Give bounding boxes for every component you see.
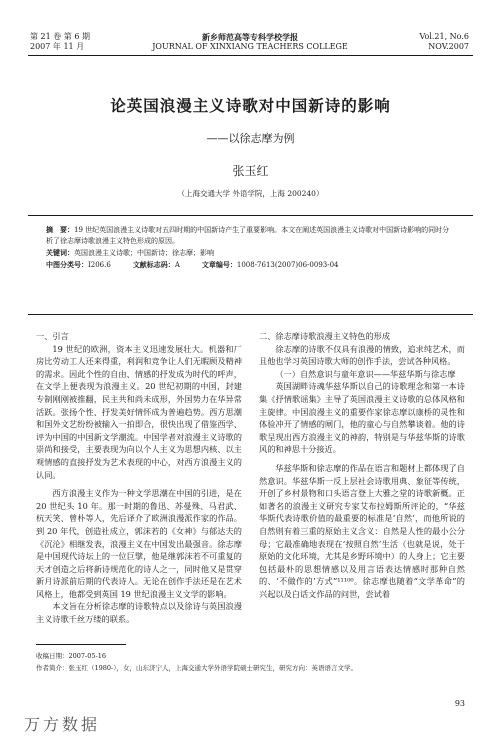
paragraph: 徐志摩的诗歌不仅具有浪漫的情致，追求纯艺术，而且他也学习英国诗歌大师的创作手法，尝试各种风格。 (259, 343, 465, 367)
author-name: 张玉红 (232, 164, 269, 178)
header-rule (28, 55, 473, 56)
page-number: 93 (454, 699, 465, 708)
left-column (36, 330, 242, 626)
abstract (46, 224, 456, 247)
clc (46, 259, 111, 271)
issue-info-en (419, 32, 469, 52)
doc-code (133, 259, 180, 271)
issue-date-en: NOV.2007 (428, 42, 469, 51)
received-date: 收稿日期：2007-05-16 (36, 652, 106, 660)
article-no-label: 文章编号： (201, 260, 237, 269)
doc-code-label: 文献标志码： (132, 260, 175, 269)
paragraph: 华兹华斯和徐志摩的作品在语言和题材上都体现了自然意识。华兹华斯一反上层社会诗歌用典、象征等传统，开创了乡村景物和口头语言登上大雅之堂的诗歌新概。正如著名的浪漫主义研究专家艾布拉姆斯所评论的，“华兹华斯代表诗歌价值的最重要的标准是‘自然’，而他所说的自然则有着三重的原始主义含义：自然是人性的最小公分母；它最准确地表现在‘按照自然’生活（也就是说，处于原始的文化环境，尤其是乡野环境中）的人身上；它主要包括最朴的思想情感以及用言语表达情感时那种自然的、‘不做作的’方式”¹¹¹⁰⁰。徐志摩也随着“文学革命”的兴起以及白话文作品的问世，尝试着 (259, 462, 465, 599)
abstract-block (46, 224, 456, 271)
section-heading-intro: 一、引言 (36, 331, 69, 341)
journal-name (120, 32, 380, 52)
right-column (259, 330, 465, 600)
keywords-label: 关键词： (46, 248, 74, 257)
abstract-top-rule (28, 215, 473, 216)
section-heading-2: 二、徐志摩诗歌浪漫主义特色的形成 (259, 331, 391, 341)
author-affiliation: （上海交通大学 外语学院，上海 200240） (177, 189, 324, 198)
volume-issue: 第 21 卷 第 6 期 (30, 32, 90, 41)
article-no-value: 1008-7613(2007)06-0093-04 (236, 261, 339, 269)
subsection-heading: （一）自然意识与童年意识——华兹华斯与徐志摩 (275, 368, 456, 379)
article-no (202, 259, 339, 271)
clc-label: 中图分类号： (46, 260, 88, 269)
paragraph: 西方浪漫主义作为一种文学思潮在中国的引进，是在 20 世纪头 10 年。那一时期的鲁迅、苏曼殊、马君武、杭天笑、曾朴等人，先后译介了欧洲浪漫派作家的作品。到 20 年代，创造社成立，郭沫若的《女神》与郁达夫的《沉沦》相继发表，浪漫主义在中国发出最强音。徐志摩是中国现代诗坛上的一位巨擘，他是继郭沫若不可重复的天才创造之后将新诗规范化的诗人之一，同时他又是贯穿新月诗派前后期的代表诗人。无论在创作手法还是在艺术风格上，他都受到英国 19 世纪浪漫主义文学的影响。 (36, 488, 242, 599)
journal-name-en: JOURNAL OF XINXIANG TEACHERS COLLEGE (152, 42, 348, 51)
clc-value: I206.6 (88, 261, 111, 269)
article-title: 论英国浪漫主义诗歌对中国新诗的影响 (110, 96, 391, 115)
volume-issue-en: Vol.21, No.6 (419, 32, 469, 41)
footnotes (36, 650, 466, 674)
keywords-text: 英国浪漫主义诗歌；中国新诗；徐志摩；影响 (74, 249, 214, 257)
journal-name-cn: 新乡师范高等专科学校学报 (202, 32, 298, 42)
paragraph: 英国湖畔诗魂华兹华斯以自己的诗歌理念和第一本诗集《抒情歌谣集》主导了英国浪漫主义诗歌的总体风格和主旋律。中国浪漫主义的重要作家徐志摩以康桥的灵性和体验冲开了情感的闸门，他的童心与自然攀谈着。他的诗歌呈现出西方浪漫主义的神韵，特别是与华兹华斯的诗歌风的和神思十分接近。 (259, 381, 465, 455)
issue-date: 2007 年 11 月 (30, 42, 85, 51)
classification-line (46, 259, 456, 271)
issue-info (30, 32, 90, 52)
footnote-rule (36, 644, 126, 645)
paragraph: 19 世纪的欧洲，资本主义迅速发展壮大。机器和厂房比劳动工人还来得重，利润和竞争让人们无暇顾及精神的需求。因此个性的自由、情感的抒发成为时代的呼声，在文学上便表现为浪漫主义。20 世纪初期的中国，封建专制刚刚被推翻，民主共和尚未成形，外国势力在华异常活跃。张扬个性、抒发美好情怀成为普遍趋势。西方思潮和国外文艺纷纷被输入一拍即合，很快出现了借鉴西学、评为中国的中国新文学潮流。中国学者对浪漫主义诗歌的崇尚和接受，主要表现为向以个人主义为思想内核、以主观情感的直接抒发为艺术表现的中心，对西方浪漫主义的认同。 (36, 343, 242, 480)
abstract-label: 摘 要： (46, 225, 74, 234)
paragraph: 本文旨在分析徐志摩的诗歌特点以及徐诗与英国浪漫主义诗歌千丝万缕的联系。 (36, 601, 242, 625)
keywords (46, 247, 456, 259)
abstract-text: 19 世纪英国浪漫主义诗歌对五四时期的中国新诗产生了重要影响。本文在阐述英国浪漫主义诗歌对中国新诗影响的同时分析了徐志摩诗歌浪漫主义特色形成的原因。 (46, 226, 450, 245)
article-subtitle: ——以徐志摩为例 (206, 132, 295, 145)
author-bio: 作者简介：张玉红（1980-），女，山东济宁人，上海交通大学外语学院硕士研究生，研究方向：英语语言文学。 (36, 664, 357, 672)
doc-code-value: A (174, 261, 180, 269)
abstract-bottom-rule (28, 314, 473, 315)
wanfang-watermark: 万方数据 (24, 715, 101, 734)
